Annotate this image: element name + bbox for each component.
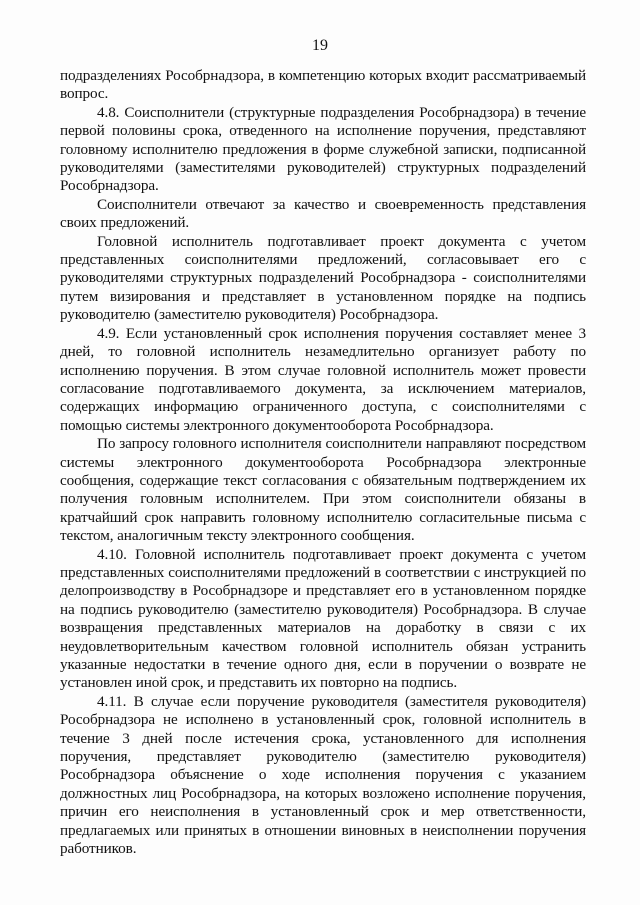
paragraph-4-8: 4.8. Соисполнители (структурные подразделения Рособрнадзора) в течение первой половины срока, отведенного на исполнение поручения, представляют головному исполнителю предложения в форме служебной записки, подписанной руководителями (заместителями руководителей) структурных подразделений Рособрнадзора. [60,103,586,195]
paragraph-4-11: 4.11. В случае если поручение руководителя (заместителя руководителя) Рособрнадзора не исполнено в установленный срок, головной исполнитель в течение 3 дней после истечения срока, установленного для исполнения поручения, представляет руководителю (заместителю руководителя) Рособрнадзора объяснение о ходе исполнения поручения с указанием должностных лиц Рособрнадзора, на которых возложено исполнение поручения, причин его неисполнения в установленный срок и мер ответственности, предлагаемых или принятых в отношении виновных в неисполнении поручения работников. [60,692,586,858]
paragraph-continuation: подразделениях Рособрнадзора, в компетенцию которых входит рассматриваемый вопрос. [60,67,586,103]
paragraph-electronic-approval: По запросу головного исполнителя соисполнители направляют посредством системы электронного документооборота Рособрнадзора электронные сообщения, содержащие текст согласования с обязательным подтверждением их получения головным исполнителем. При этом соисполнители обязаны в кратчайший срок направить головному исполнителю согласительные письма с текстом, аналогичным тексту электронного сообщения. [60,435,586,545]
paragraph-4-9: 4.9. Если установленный срок исполнения поручения составляет менее 3 дней, то головной исполнитель незамедлительно организует работу по исполнению поручения. В этом случае головной исполнитель может провести согласование подготавливаемого документа, за исключением материалов, содержащих информацию ограниченного доступа, с соисполнителями с помощью системы электронного документооборота Рособрнадзора. [60,324,586,434]
paragraph-head-executor-draft: Головной исполнитель подготавливает проект документа с учетом представленных соисполнителями предложений, согласовывает его с руководителями структурных подразделений Рособрнадзора - соисполнителями путем визирования и представляет в установленном порядке на подпись руководителю (заместителю руководителя) Рособрнадзора. [60,232,586,324]
page-number: 19 [312,37,328,54]
paragraph-co-executors-responsibility: Соисполнители отвечают за качество и своевременность представления своих предложений. [60,195,586,232]
document-body [60,67,586,858]
paragraph-4-10: 4.10. Головной исполнитель подготавливает проект документа с учетом представленных соисполнителями предложений в соответствии с инструкцией по делопроизводству в Рособрнадзоре и представляет его в установленном порядке на подпись руководителю (заместителю руководителя) Рособрнадзора. В случае возвращения представленных материалов на доработку в связи с их неудовлетворительным качеством головной исполнитель обязан устранить указанные недостатки в течение одного дня, если в поручении о возврате не установлен иной срок, и представить их повторно на подпись. [60,545,586,692]
